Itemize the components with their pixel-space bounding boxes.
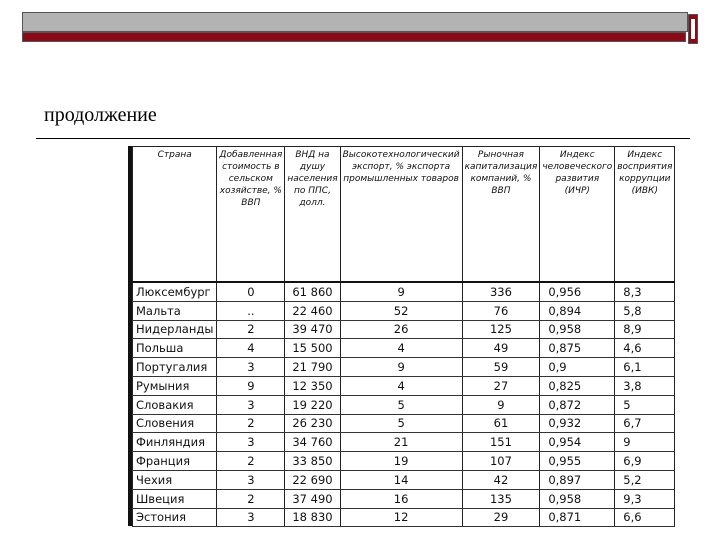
cell-hdi: 0,958 — [540, 320, 615, 339]
table-row — [133, 508, 675, 527]
cell-gni: 22 690 — [285, 470, 340, 489]
cell-hightech-export: 5 — [340, 414, 462, 433]
cell-cpi: 6,7 — [615, 414, 675, 433]
header-cpi: Индекс восприятия коррупции (ИВК) — [615, 147, 675, 283]
table-row — [133, 282, 675, 301]
cell-cpi: 4,6 — [615, 339, 675, 358]
table-row — [133, 452, 675, 471]
cell-cpi: 5 — [615, 395, 675, 414]
cell-market-cap: 135 — [462, 489, 540, 508]
cell-agriculture: 3 — [217, 395, 285, 414]
cell-agriculture: 2 — [217, 414, 285, 433]
cell-agriculture: 2 — [217, 320, 285, 339]
header-grey-bar — [22, 12, 688, 32]
cell-country: Чехия — [133, 470, 217, 489]
header-red-bar — [22, 32, 686, 42]
cell-cpi: 8,9 — [615, 320, 675, 339]
cell-hdi: 0,894 — [540, 301, 615, 320]
cell-country: Нидерланды — [133, 320, 217, 339]
table-row — [133, 320, 675, 339]
cell-gni: 26 230 — [285, 414, 340, 433]
header-agriculture: Добавленная стоимость в сельском хозяйстве, % ВВП — [217, 147, 285, 283]
cell-market-cap: 49 — [462, 339, 540, 358]
cell-hightech-export: 26 — [340, 320, 462, 339]
cell-gni: 21 790 — [285, 358, 340, 377]
cell-country: Франция — [133, 452, 217, 471]
slide-header-bars — [22, 12, 696, 42]
cell-agriculture: 3 — [217, 508, 285, 527]
cell-gni: 33 850 — [285, 452, 340, 471]
header-corner-decoration — [688, 14, 698, 44]
cell-country: Люксембург — [133, 282, 217, 301]
cell-hightech-export: 5 — [340, 395, 462, 414]
cell-cpi: 9,3 — [615, 489, 675, 508]
cell-country: Словакия — [133, 395, 217, 414]
cell-agriculture: 2 — [217, 452, 285, 471]
slide-title: продолжение — [44, 104, 157, 126]
table-row — [133, 414, 675, 433]
cell-country: Словения — [133, 414, 217, 433]
cell-hightech-export: 9 — [340, 358, 462, 377]
cell-market-cap: 27 — [462, 376, 540, 395]
cell-country: Румыния — [133, 376, 217, 395]
header-country: Страна — [133, 147, 217, 283]
cell-market-cap: 151 — [462, 433, 540, 452]
cell-market-cap: 9 — [462, 395, 540, 414]
table-row — [133, 470, 675, 489]
header-market-cap: Рыночная капитализация компаний, % ВВП — [462, 147, 540, 283]
cell-gni: 34 760 — [285, 433, 340, 452]
cell-market-cap: 59 — [462, 358, 540, 377]
cell-country: Польша — [133, 339, 217, 358]
cell-country: Мальта — [133, 301, 217, 320]
cell-cpi: 9 — [615, 433, 675, 452]
cell-agriculture: 3 — [217, 358, 285, 377]
cell-agriculture: .. — [217, 301, 285, 320]
cell-gni: 61 860 — [285, 282, 340, 301]
cell-agriculture: 3 — [217, 470, 285, 489]
table-row — [133, 489, 675, 508]
cell-agriculture: 2 — [217, 489, 285, 508]
cell-hightech-export: 12 — [340, 508, 462, 527]
scanned-table-image — [128, 146, 673, 526]
cell-hdi: 0,955 — [540, 452, 615, 471]
cell-cpi: 6,1 — [615, 358, 675, 377]
cell-hightech-export: 4 — [340, 376, 462, 395]
table-header-row — [133, 147, 675, 283]
cell-country: Финляндия — [133, 433, 217, 452]
cell-hightech-export: 9 — [340, 282, 462, 301]
country-indicators-table — [132, 146, 675, 527]
table-body — [133, 282, 675, 527]
cell-market-cap: 125 — [462, 320, 540, 339]
cell-market-cap: 29 — [462, 508, 540, 527]
header-hightech-export: Высокотехнологический экспорт, % экспорта промышленных товаров — [340, 147, 462, 283]
cell-hightech-export: 16 — [340, 489, 462, 508]
cell-cpi: 8,3 — [615, 282, 675, 301]
table-row — [133, 395, 675, 414]
cell-agriculture: 4 — [217, 339, 285, 358]
cell-hdi: 0,958 — [540, 489, 615, 508]
cell-cpi: 5,2 — [615, 470, 675, 489]
cell-hdi: 0,954 — [540, 433, 615, 452]
cell-gni: 15 500 — [285, 339, 340, 358]
cell-market-cap: 61 — [462, 414, 540, 433]
cell-country: Португалия — [133, 358, 217, 377]
header-hdi: Индекс человеческого развития (ИЧР) — [540, 147, 615, 283]
cell-hdi: 0,932 — [540, 414, 615, 433]
cell-gni: 19 220 — [285, 395, 340, 414]
cell-hdi: 0,872 — [540, 395, 615, 414]
cell-hdi: 0,897 — [540, 470, 615, 489]
cell-cpi: 3,8 — [615, 376, 675, 395]
cell-gni: 22 460 — [285, 301, 340, 320]
cell-hightech-export: 4 — [340, 339, 462, 358]
cell-hightech-export: 14 — [340, 470, 462, 489]
cell-hightech-export: 19 — [340, 452, 462, 471]
table-row — [133, 433, 675, 452]
cell-agriculture: 9 — [217, 376, 285, 395]
cell-hightech-export: 52 — [340, 301, 462, 320]
cell-country: Эстония — [133, 508, 217, 527]
cell-agriculture: 3 — [217, 433, 285, 452]
title-underline — [36, 138, 690, 139]
cell-market-cap: 76 — [462, 301, 540, 320]
table-row — [133, 376, 675, 395]
table-row — [133, 339, 675, 358]
cell-hdi: 0,956 — [540, 282, 615, 301]
cell-country: Швеция — [133, 489, 217, 508]
cell-market-cap: 336 — [462, 282, 540, 301]
cell-market-cap: 107 — [462, 452, 540, 471]
cell-hightech-export: 21 — [340, 433, 462, 452]
cell-cpi: 6,9 — [615, 452, 675, 471]
cell-cpi: 5,8 — [615, 301, 675, 320]
cell-hdi: 0,875 — [540, 339, 615, 358]
cell-hdi: 0,871 — [540, 508, 615, 527]
cell-gni: 39 470 — [285, 320, 340, 339]
cell-cpi: 6,6 — [615, 508, 675, 527]
cell-gni: 18 830 — [285, 508, 340, 527]
header-gni: ВНД на душу населения по ППС, долл. — [285, 147, 340, 283]
cell-gni: 37 490 — [285, 489, 340, 508]
cell-hdi: 0,9 — [540, 358, 615, 377]
table-row — [133, 358, 675, 377]
cell-hdi: 0,825 — [540, 376, 615, 395]
table-row — [133, 301, 675, 320]
cell-agriculture: 0 — [217, 282, 285, 301]
cell-gni: 12 350 — [285, 376, 340, 395]
cell-market-cap: 42 — [462, 470, 540, 489]
